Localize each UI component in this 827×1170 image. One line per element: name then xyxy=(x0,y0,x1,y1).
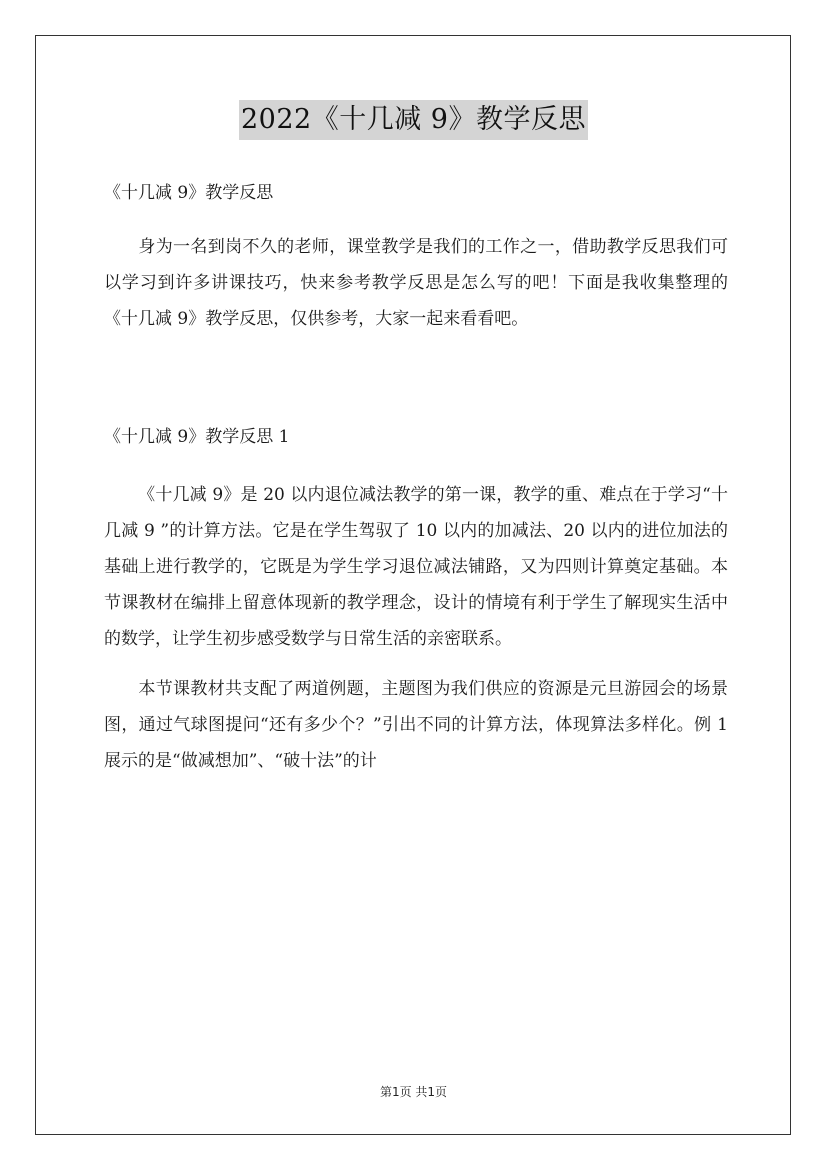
document-title: 2022《十几减 9》教学反思 xyxy=(239,100,588,140)
document-body xyxy=(104,175,728,779)
intro-text: 身为一名到岗不久的老师，课堂教学是我们的工作之一，借助教学反思我们可以学习到许多讲课技巧，快来参考教学反思是怎么写的吧！下面是我收集整理的《十几减 9》教学反思，仅供参考，大家一起来看看吧。 xyxy=(104,237,728,329)
title-container xyxy=(0,100,827,140)
section-1-paragraph-2 xyxy=(104,671,728,779)
section-1-paragraph-1 xyxy=(104,477,728,657)
intro-paragraph xyxy=(104,229,728,337)
page-footer: 第1页 共1页 xyxy=(379,1085,448,1099)
intro-heading: 《十几减 9》教学反思 xyxy=(104,183,274,203)
section-1-text-2: 本节课教材共支配了两道例题，主题图为我们供应的资源是元旦游园会的场景图，通过气球图提问“还有多少个？”引出不同的计算方法，体现算法多样化。例 1 展示的是“做减想加”、“破十法”的计 xyxy=(104,679,728,771)
section-1-text-1: 《十几减 9》是 20 以内退位减法教学的第一课，教学的重、难点在于学习“十几减 9 ”的计算方法。它是在学生驾驭了 10 以内的加减法、20 以内的进位加法的基础上进行教学的，它既是为学生学习退位减法铺路，又为四则计算奠定基础。本节课教材在编排上留意体现新的教学理念，设计的情境有利于学生了解现实生活中的数学，让学生初步感受数学与日常生活的亲密联系。 xyxy=(104,485,728,649)
section-heading-1: 《十几减 9》教学反思 1 xyxy=(104,427,290,447)
